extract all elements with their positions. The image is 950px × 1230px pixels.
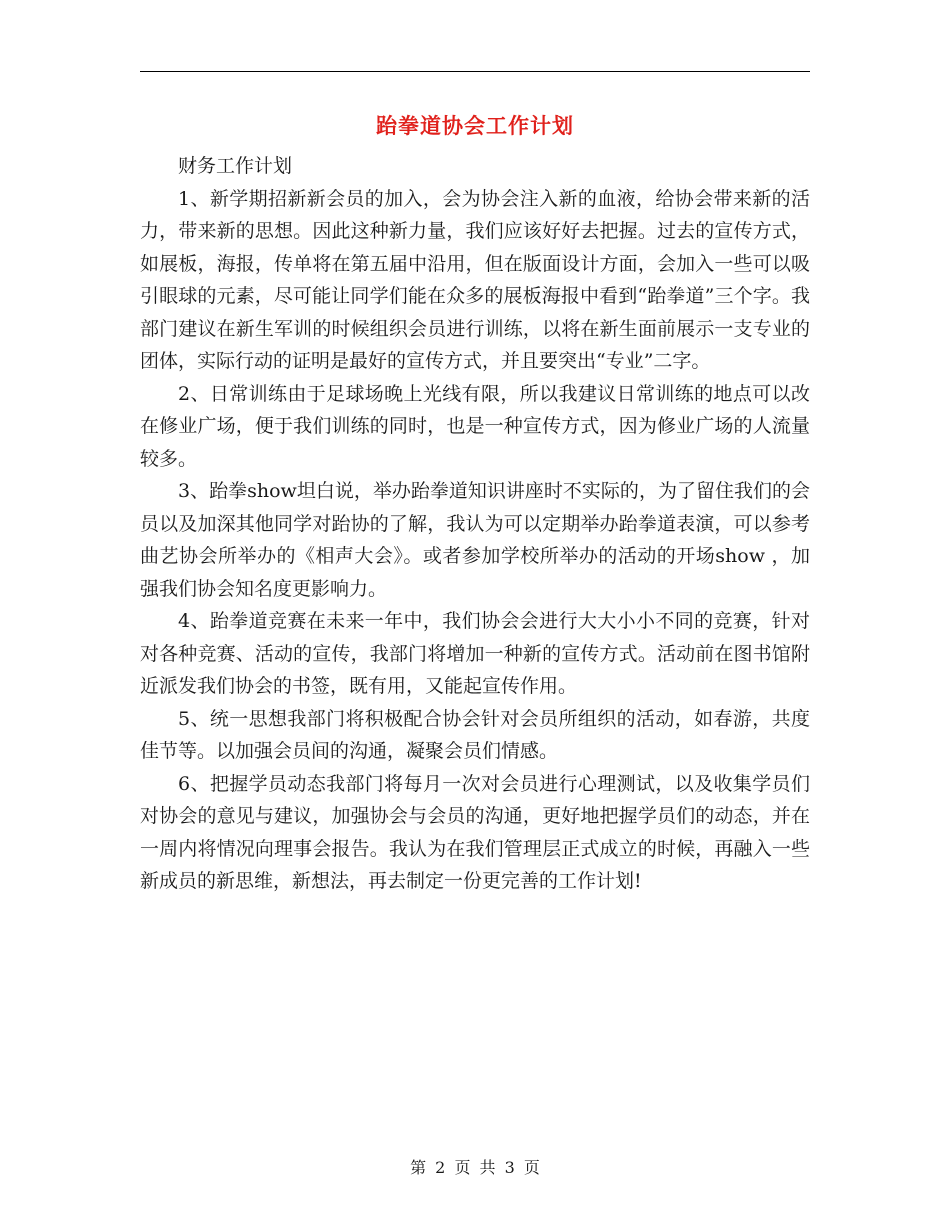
paragraph-5: 5、统一思想我部门将积极配合协会针对会员所组织的活动，如春游，共度佳节等。以加强会员间的沟通，凝聚会员们情感。	[140, 707, 810, 762]
paragraph-4: 4、跆拳道竞赛在未来一年中，我们协会会进行大大小小不同的竞赛，针对对各种竞赛、活动的宣传，我部门将增加一种新的宣传方式。活动前在图书馆附近派发我们协会的书签，既有用，又能起宣传作用。	[140, 610, 810, 697]
section-heading: 财务工作计划	[178, 155, 293, 177]
paragraph-6: 6、把握学员动态我部门将每月一次对会员进行心理测试，以及收集学员们对协会的意见与建议，加强协会与会员的沟通，更好地把握学员们的动态，并在一周内将情况向理事会报告。我认为在我们管理层正式成立的时候，再融入一些新成员的新思维，新想法，再去制定一份更完善的工作计划!	[140, 772, 810, 892]
page-title: 跆拳道协会工作计划	[376, 113, 574, 138]
paragraph-2: 2、日常训练由于足球场晚上光线有限，所以我建议日常训练的地点可以改在修业广场，便于我们训练的同时，也是一种宣传方式，因为修业广场的人流量较多。	[140, 382, 810, 470]
document-body	[140, 150, 810, 898]
paragraph-3: 3、跆拳show坦白说，举办跆拳道知识讲座时不实际的，为了留住我们的会员以及加深其他同学对跆协的了解，我认为可以定期举办跆拳道表演，可以参考曲艺协会所举办的《相声大会》。或者参加学校所举办的活动的开场show ，加强我们协会知名度更影响力。	[140, 480, 810, 600]
paragraph-1: 1、新学期招新新会员的加入，会为协会注入新的血液，给协会带来新的活力，带来新的思想。因此这种新力量，我们应该好好去把握。过去的宣传方式，如展板，海报，传单将在第五届中沿用，但在版面设计方面，会加入一些可以吸引眼球的元素，尽可能让同学们能在众多的展板海报中看到“跆拳道”三个字。我部门建议在新生军训的时候组织会员进行训练，以将在新生面前展示一支专业的团体，实际行动的证明是最好的宣传方式，并且要突出“专业”二字。	[140, 187, 810, 372]
page-number-footer: 第 2 页 共 3 页	[410, 1158, 540, 1177]
header-rule	[140, 71, 810, 72]
